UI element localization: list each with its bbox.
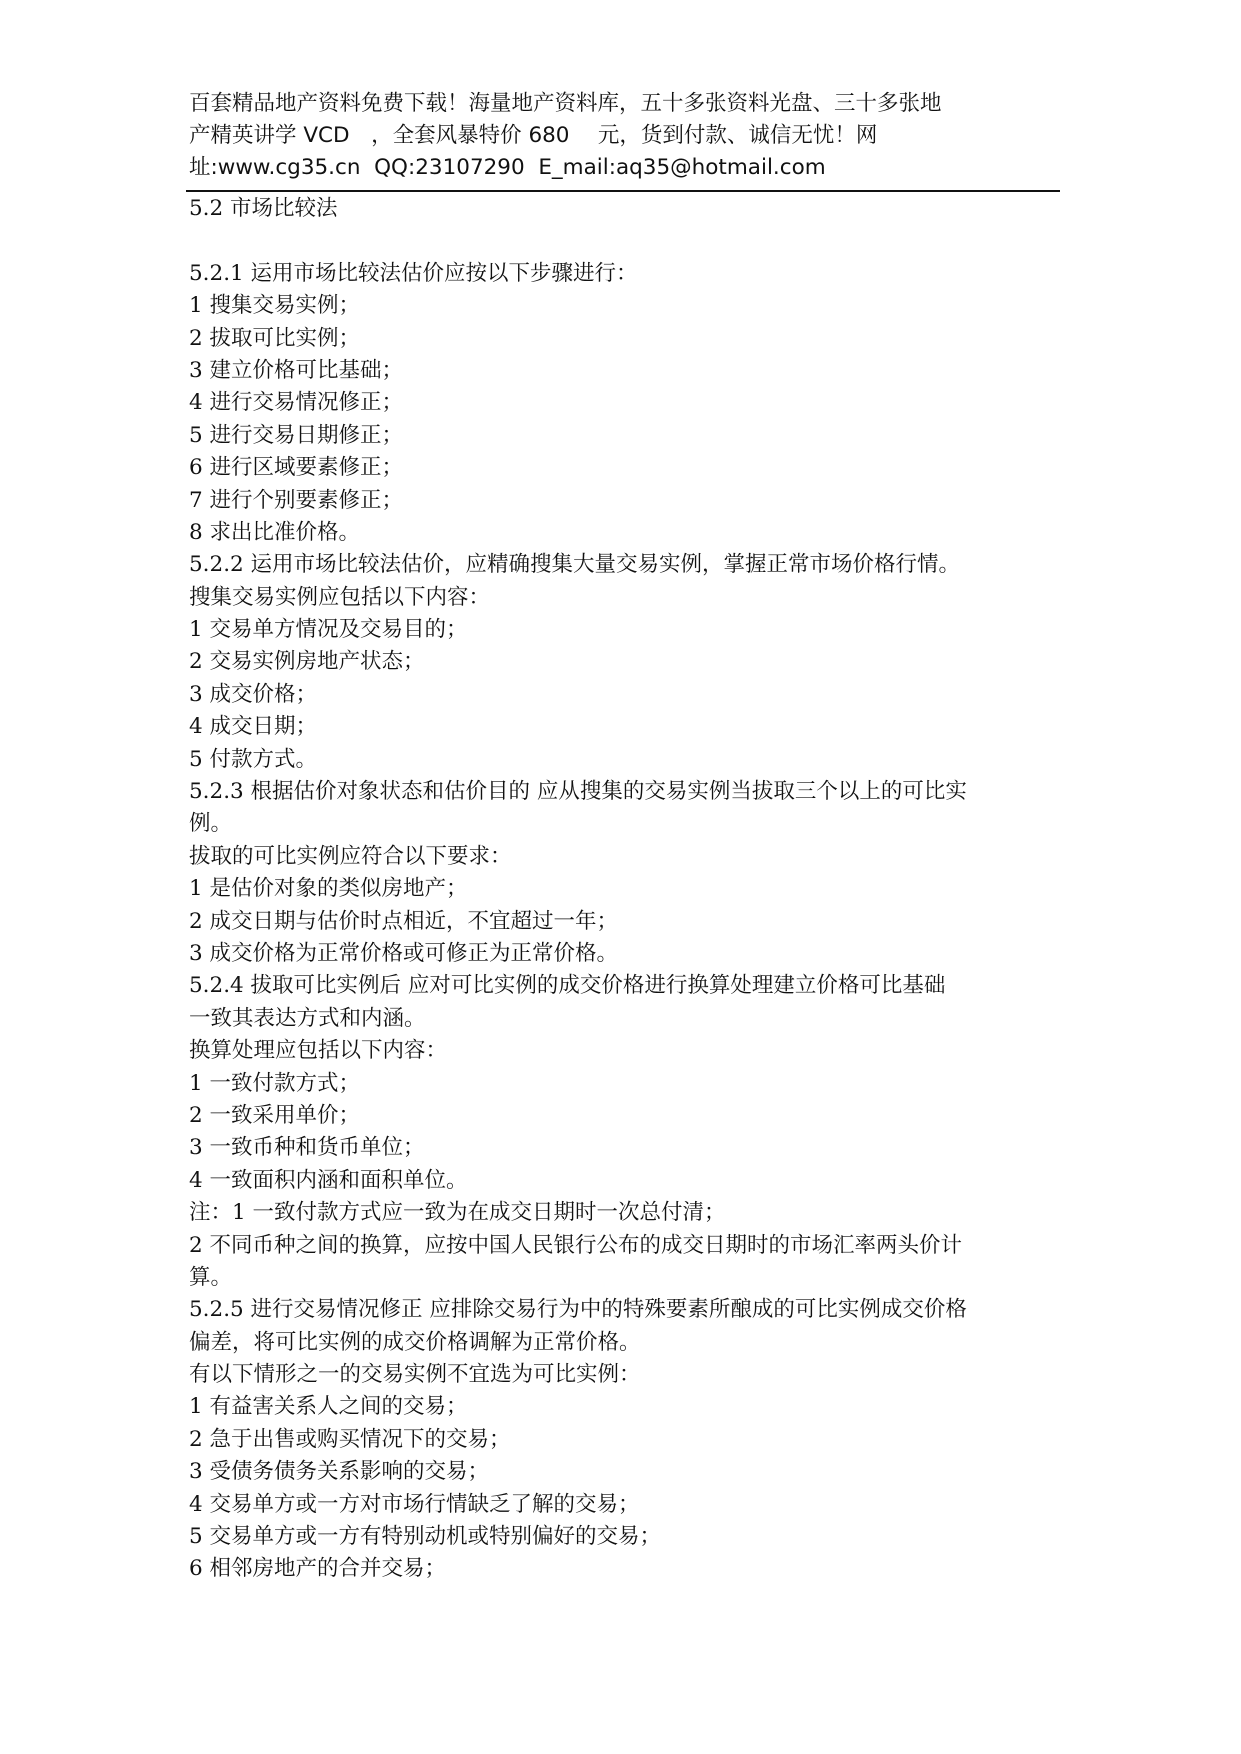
document-body [189,193,1089,1586]
text-line: 2 一致采用单价； [189,1102,361,1128]
text-line: 4 一致面积内涵和面积单位。 [189,1167,468,1193]
text-line: 8 求出比准价格。 [189,519,361,545]
text-line: 4 交易单方或一方对市场行情缺乏了解的交易； [189,1491,640,1517]
text-line: 6 相邻房地产的合并交易； [189,1556,447,1582]
text-line: 3 一致币种和货币单位； [189,1135,425,1161]
advertisement-header [189,88,1059,184]
text-line: 1 交易单方情况及交易目的； [189,617,468,643]
text-line: 2 交易实例房地产状态； [189,649,425,675]
text-line: 偏差，将可比实例的成交价格调解为正常价格。 [189,1329,641,1355]
text-line: 7 进行个别要素修正； [189,487,404,513]
section-title: 5.2 市场比较法 [189,196,338,221]
text-line: 1 是估价对象的类似房地产； [189,876,468,902]
text-line: 例。 [189,811,233,837]
text-line: 换算处理应包括以下内容： [189,1038,448,1064]
text-line: 3 成交价格； [189,681,318,707]
text-line: 注：1 一致付款方式应一致为在成交日期时一次总付清； [189,1200,726,1226]
header-line-1: 百套精品地产资料免费下载！海量地产资料库，五十多张资料光盘、三十多张地 [189,91,942,116]
header-line-2: 产精英讲学 VCD ，全套风暴特价 680 元，货到付款、诚信无忧！网 [189,123,878,148]
text-line: 5 付款方式。 [189,746,318,772]
text-line: 5.2.1 运用市场比较法估价应按以下步骤进行： [189,260,638,286]
text-line: 3 受债务债务关系影响的交易； [189,1459,490,1485]
text-line: 5.2.5 进行交易情况修正 应排除交易行为中的特殊要素所酿成的可比实例成交价格 [189,1297,967,1323]
text-line: 5.2.3 根据估价对象状态和估价目的 应从搜集的交易实例当拔取三个以上的可比实 [189,779,967,805]
text-line: 5 进行交易日期修正； [189,422,404,448]
text-line: 2 成交日期与估价时点相近，不宜超过一年； [189,908,619,934]
text-line: 2 急于出售或购买情况下的交易； [189,1426,511,1452]
text-line: 6 进行区域要素修正； [189,455,404,481]
text-line: 1 搜集交易实例； [189,293,361,319]
text-line: 1 有益害关系人之间的交易； [189,1394,468,1420]
text-line: 5.2.2 运用市场比较法估价，应精确搜集大量交易实例，掌握正常市场价格行情。 [189,552,961,578]
header-divider [186,190,1060,192]
text-line: 4 进行交易情况修正； [189,390,404,416]
text-line: 搜集交易实例应包括以下内容： [189,584,491,610]
text-line: 1 一致付款方式； [189,1070,361,1096]
text-line: 一致其表达方式和内涵。 [189,1005,426,1031]
text-line: 2 不同币种之间的换算，应按中国人民银行公布的成交日期时的市场汇率两头价计 [189,1232,963,1258]
text-line: 5.2.4 拔取可比实例后 应对可比实例的成交价格进行换算处理建立价格可比基础 [189,973,946,999]
text-line: 3 建立价格可比基础； [189,357,404,383]
header-line-3: 址:www.cg35.cn QQ:23107290 E_mail:aq35@hotmail.com [189,155,826,180]
text-line: 有以下情形之一的交易实例不宜选为可比实例： [189,1362,641,1388]
text-line: 5 交易单方或一方有特别动机或特别偏好的交易； [189,1524,662,1550]
text-line: 3 成交价格为正常价格或可修正为正常价格。 [189,940,619,966]
paragraph-gap [189,225,1089,257]
text-line: 算。 [189,1264,233,1290]
text-line: 4 成交日期； [189,714,318,740]
text-line: 拔取的可比实例应符合以下要求： [189,843,512,869]
text-line: 2 拔取可比实例； [189,325,361,351]
